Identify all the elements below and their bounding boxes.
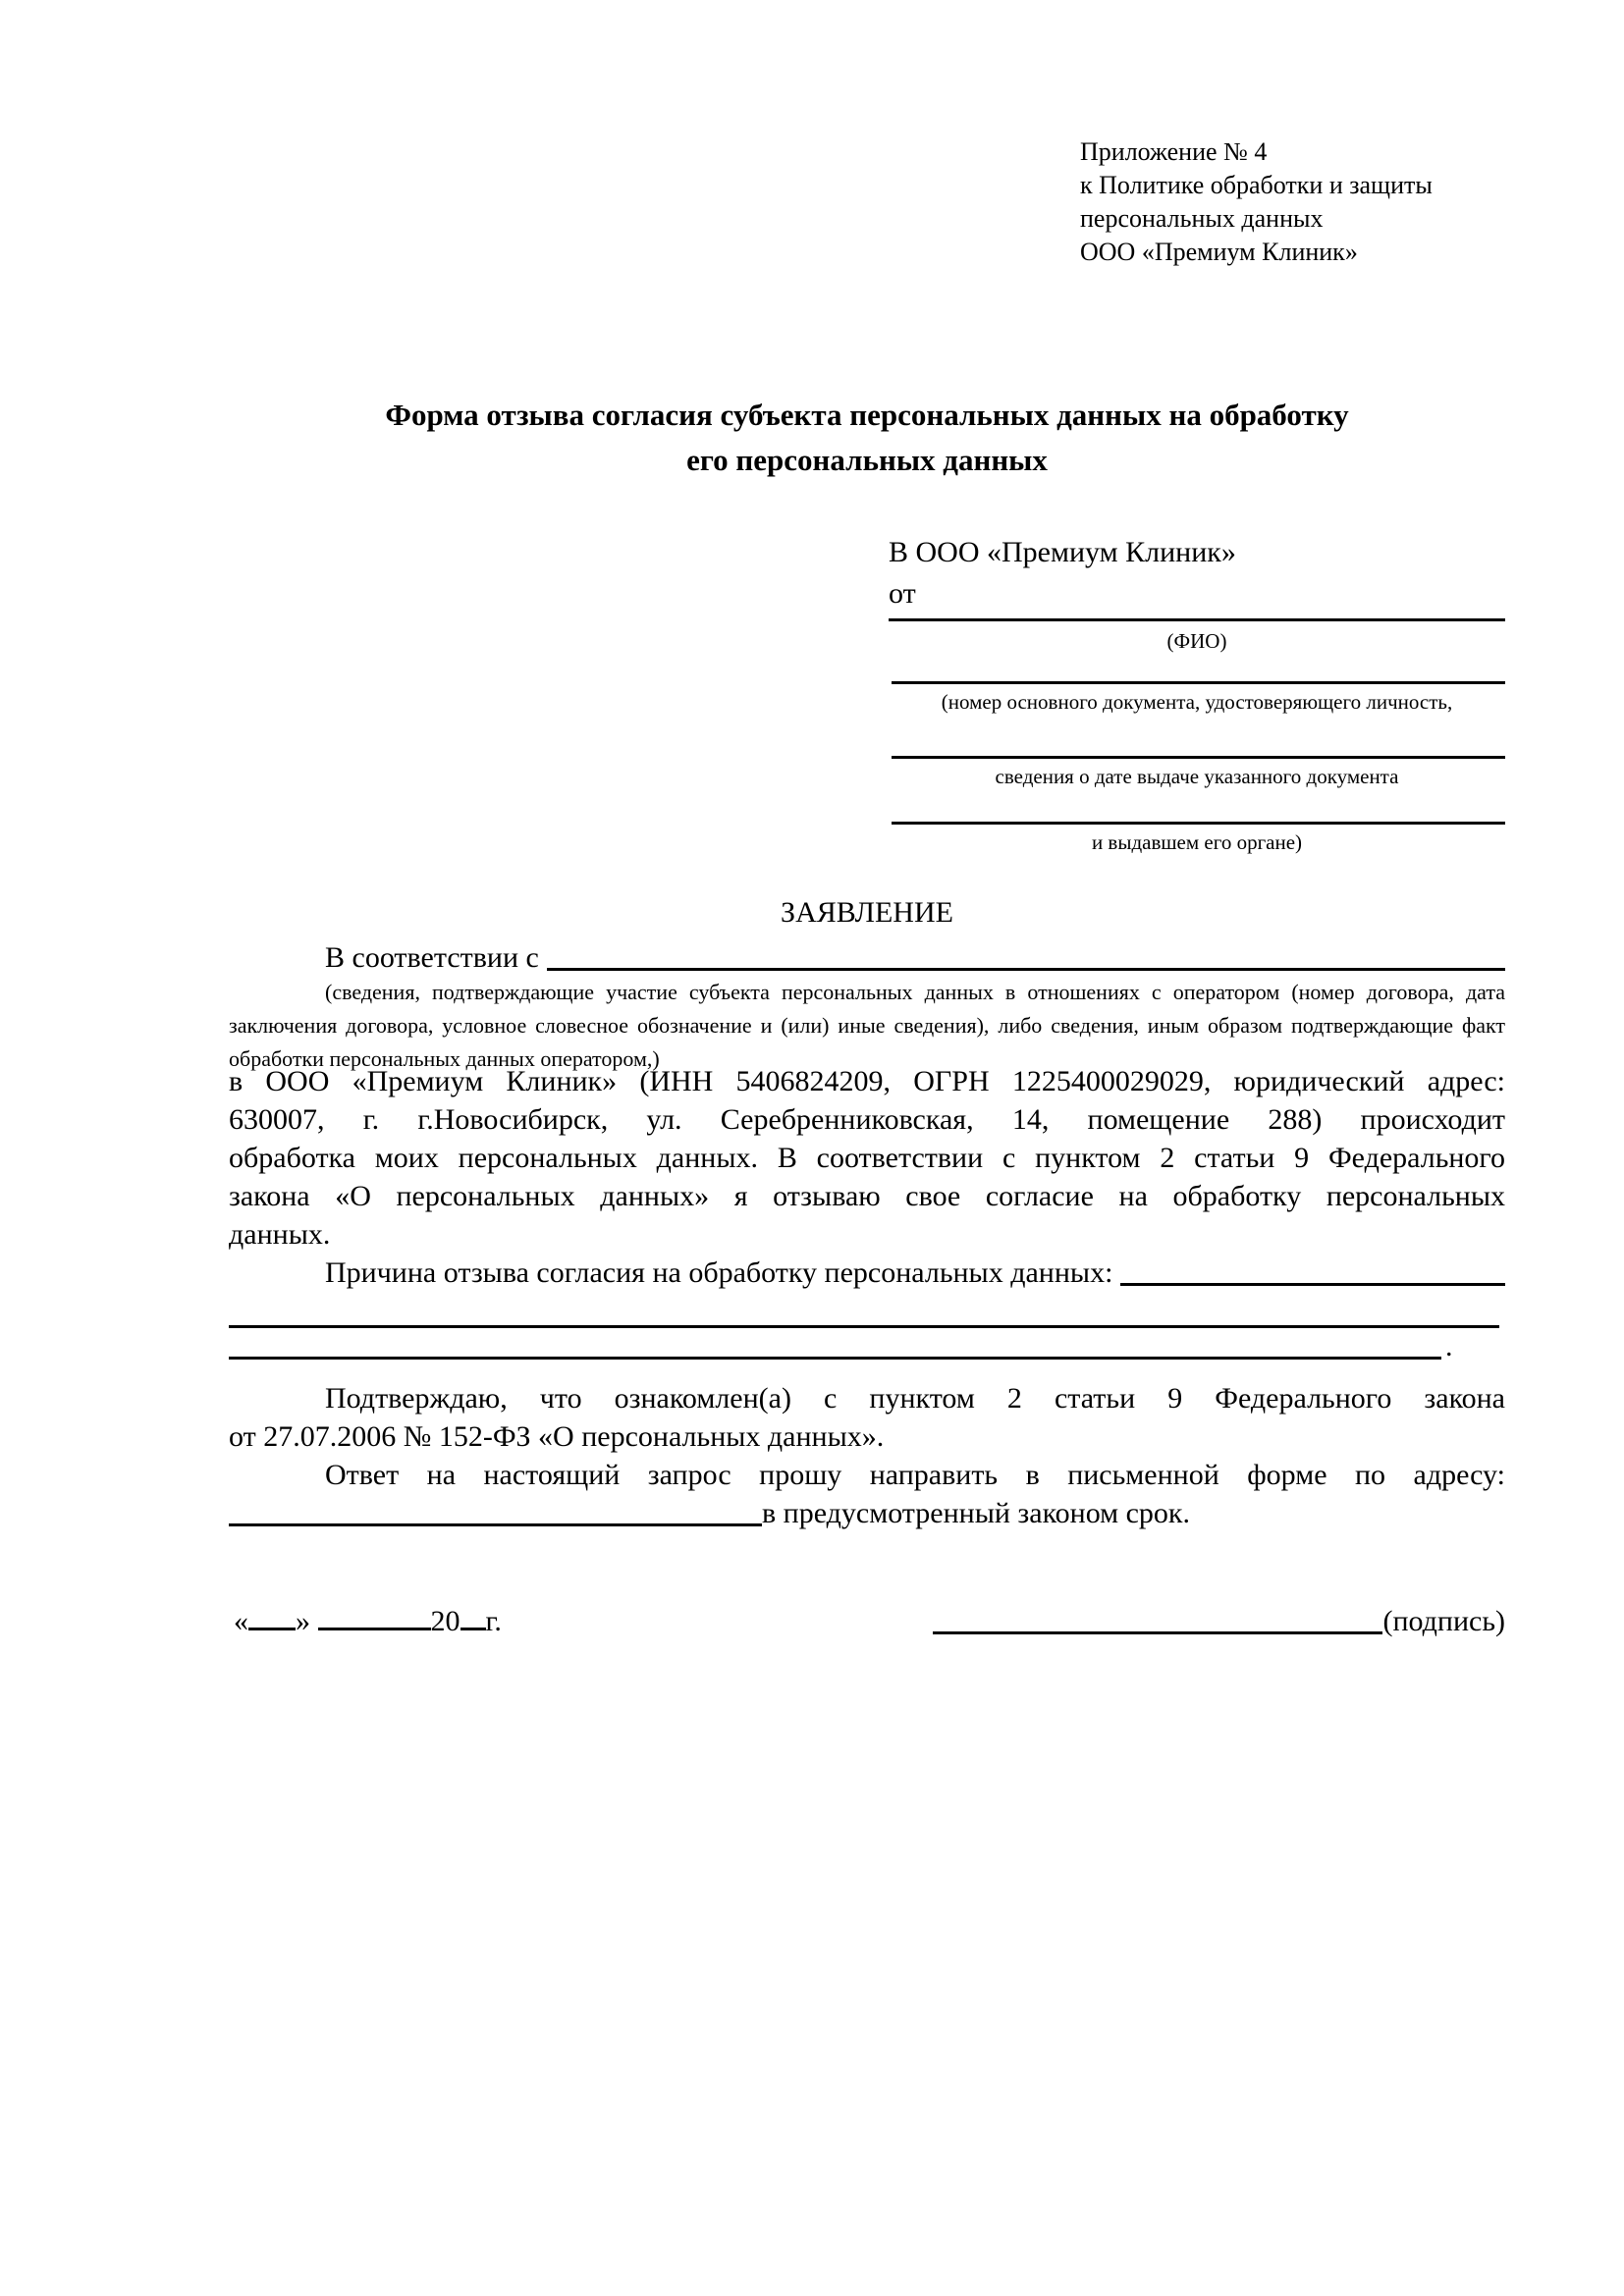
form-title-line: его персональных данных <box>686 443 1048 477</box>
intro-prefix: В соответствии с <box>325 941 539 974</box>
appendix-line: к Политике обработки и защиты <box>1080 171 1433 199</box>
note-line: (сведения, подтверждающие участие субъекта персональных данных в отношениях с оператором (номер договора, дата <box>325 980 1505 1004</box>
reason-extra-blank-line-2 <box>229 1357 1441 1360</box>
body-line: данных. <box>229 1218 331 1251</box>
date-close-quote: » <box>296 1605 310 1637</box>
reason-extra-blank-row-2 <box>229 1327 1505 1365</box>
note-line: обработки персональных данных оператором,) <box>229 1046 660 1071</box>
issuing-authority-blank-line <box>892 792 1505 825</box>
addressee-to: В ООО «Премиум Клиник» <box>889 536 1236 568</box>
reply-suffix: в предусмотренный законом срок. <box>762 1497 1190 1529</box>
reason-blank-line <box>1120 1283 1505 1286</box>
body-line: в ООО «Премиум Клиник» (ИНН 5406824209, ОГРН 1225400029029, юридический адрес: <box>229 1065 1505 1097</box>
appendix-line: Приложение № 4 <box>1080 137 1268 166</box>
reason-extra-blank-line-1 <box>229 1296 1499 1328</box>
date-row <box>234 1602 502 1640</box>
addressee-from-label: от <box>889 577 916 610</box>
doc-number-blank-line <box>892 652 1505 684</box>
statement-heading: ЗАЯВЛЕНИЕ <box>781 896 953 929</box>
date-day-blank <box>248 1620 296 1630</box>
issuing-authority-caption: и выдавшем его органе) <box>1091 830 1303 854</box>
date-century: 20 <box>430 1605 460 1637</box>
issue-date-caption: сведения о дате выдаче указанного документа <box>995 765 1399 788</box>
signature-row <box>933 1602 1505 1640</box>
reply-row <box>229 1494 1505 1532</box>
date-open-quote: « <box>234 1605 248 1637</box>
intro-blank-line <box>547 968 1505 971</box>
reason-prefix: Причина отзыва согласия на обработку персональных данных: <box>325 1256 1113 1289</box>
address-blank-line <box>229 1523 762 1526</box>
confirm-line-1: Подтверждаю, что ознакомлен(а) с пунктом 2 статьи 9 Федерального закона <box>325 1382 1505 1415</box>
fio-caption: (ФИО) <box>1166 629 1227 653</box>
form-title-line: Форма отзыва согласия субъекта персональных данных на обработку <box>385 398 1349 432</box>
body-line: обработка моих персональных данных. В соответствии с пунктом 2 статьи 9 Федерального <box>229 1142 1505 1174</box>
reply-line-1: Ответ на настоящий запрос прошу направить в письменной форме по адресу: <box>325 1459 1505 1491</box>
appendix-block <box>1080 135 1512 269</box>
body-line: 630007, г. г.Новосибирск, ул. Серебренниковская, 14, помещение 288) происходит <box>229 1103 1505 1136</box>
date-year-suffix: г. <box>485 1605 502 1637</box>
signature-blank-line <box>933 1631 1382 1634</box>
issue-date-blank-line <box>892 726 1505 759</box>
intro-row <box>325 938 1505 977</box>
appendix-line: ООО «Премиум Клиник» <box>1080 238 1358 266</box>
signature-caption: (подпись) <box>1382 1605 1505 1637</box>
confirm-line-2: от 27.07.2006 № 152-ФЗ «О персональных данных». <box>229 1420 885 1453</box>
reason-row <box>325 1254 1505 1292</box>
appendix-line: персональных данных <box>1080 204 1324 233</box>
date-year-blank <box>460 1620 486 1630</box>
fio-blank-line <box>889 589 1505 621</box>
reason-terminator: . <box>1445 1330 1453 1362</box>
note-line: заключения договора, условное словесное обозначение и (или) иные сведения), либо сведения, иным образом подтверждающие факт <box>229 1013 1505 1038</box>
body-line: закона «О персональных данных» я отзываю свое согласие на обработку персональных <box>229 1180 1505 1212</box>
doc-number-caption: (номер основного документа, удостоверяющего личность, <box>941 690 1453 714</box>
form-title <box>229 393 1505 483</box>
date-month-blank <box>318 1620 431 1630</box>
